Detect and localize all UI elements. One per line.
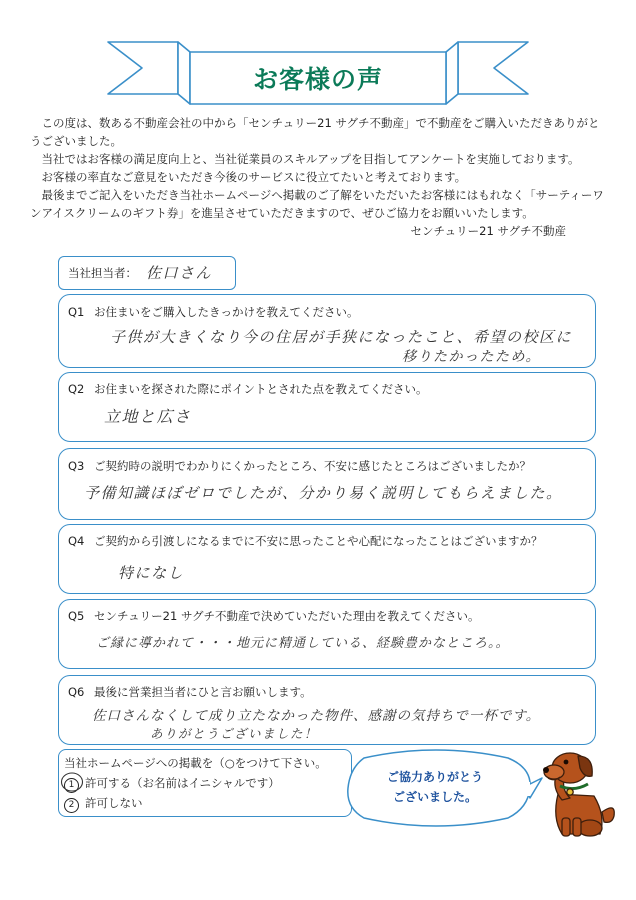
answer-q1-line1: 子供が大きくなり今の住居が手狭になったこと、希望の校区に [110, 328, 573, 346]
answer-q4: 特になし [118, 564, 185, 582]
question-number: Q1 [68, 305, 85, 319]
option-label: 許可する（お名前はイニシャルです） [85, 776, 280, 790]
question-text: ご契約から引渡しになるまでに不安に思ったことや心配になったことはございますか？ [94, 534, 543, 548]
intro-line: うございました。 [30, 134, 122, 148]
intro-line: 最後までご記入をいただき当社ホームページへ掲載のご了解をいただいたお客様にはもれなく「サーティーワ [41, 188, 604, 202]
permission-heading: 当社ホームページへの掲載を（○をつけて下さい。 [64, 756, 327, 770]
title-ribbon [0, 0, 636, 115]
question-number: Q4 [68, 534, 85, 548]
intro-line: この度は、数ある不動産会社の中から「センチュリー21 サグチ不動産」で不動産をご購入いただきありがと [41, 116, 600, 130]
staff-name: 佐口さん [146, 264, 213, 282]
company-name: センチュリー21 サグチ不動産 [410, 224, 566, 238]
question-text: お住まいを探された際にポイントとされた点を教えてください。 [94, 382, 428, 396]
intro-line: ンアイスクリームのギフト券」を進呈させていただきますので、ぜひご協力をお願いいたします。 [30, 206, 534, 220]
answer-q1-line2: 移りたかったため。 [402, 349, 541, 365]
question-label-q3 [68, 458, 531, 474]
question-number: Q2 [68, 382, 85, 396]
intro-line: 当社ではお客様の満足度向上と、当社従業員のスキルアップを目指してアンケートを実施しております。 [41, 152, 580, 166]
question-number: Q6 [68, 685, 85, 699]
answer-q6-line2: ありがとうございました！ [150, 726, 319, 741]
question-label-q6 [68, 684, 312, 700]
question-label-q1 [68, 304, 359, 320]
option-number-1: 1 [64, 778, 79, 793]
question-text: センチュリー21 サグチ不動産で決めていただいた理由を教えてください。 [94, 609, 480, 623]
question-text: お住まいをご購入したきっかけを教えてください。 [94, 305, 359, 319]
permission-option-deny[interactable] [64, 795, 143, 813]
answer-q6-line1: 佐口さんなくして成り立たなかった物件、感謝の気持ちで一杯です。 [92, 708, 541, 724]
question-label-q2 [68, 381, 428, 397]
thanks-message [350, 767, 520, 807]
question-text: ご契約時の説明でわかりにくかったところ、不安に感じたところはございましたか？ [94, 459, 531, 473]
question-text: 最後に営業担当者にひと言お願いします。 [94, 685, 312, 699]
question-number: Q3 [68, 459, 85, 473]
intro-line: お客様の率直なご意見をいただき今後のサービスに役立てたいと考えております。 [41, 170, 467, 184]
answer-q3: 予備知識ほぼゼロでしたが、分かり易く説明してもらえました。 [84, 484, 563, 502]
page-title: お客様の声 [252, 65, 383, 94]
thanks-line: ございました。 [392, 790, 477, 804]
option-label: 許可しない [85, 796, 143, 810]
question-label-q5 [68, 608, 479, 624]
answer-q2: 立地と広さ [104, 407, 192, 426]
option-number-2: 2 [64, 798, 79, 813]
handwritten-circle-mark [58, 768, 88, 794]
question-number: Q5 [68, 609, 85, 623]
permission-option-allow[interactable] [64, 775, 280, 793]
intro-text [30, 114, 620, 240]
dog-mascot-icon [532, 742, 622, 842]
thanks-line: ご協力ありがとう [386, 770, 483, 784]
answer-q5: ご縁に導かれて・・・地元に精通している、経験豊かなところ。。 [96, 636, 510, 651]
question-label-q4 [68, 533, 543, 549]
staff-label: 当社担当者： [68, 266, 137, 280]
